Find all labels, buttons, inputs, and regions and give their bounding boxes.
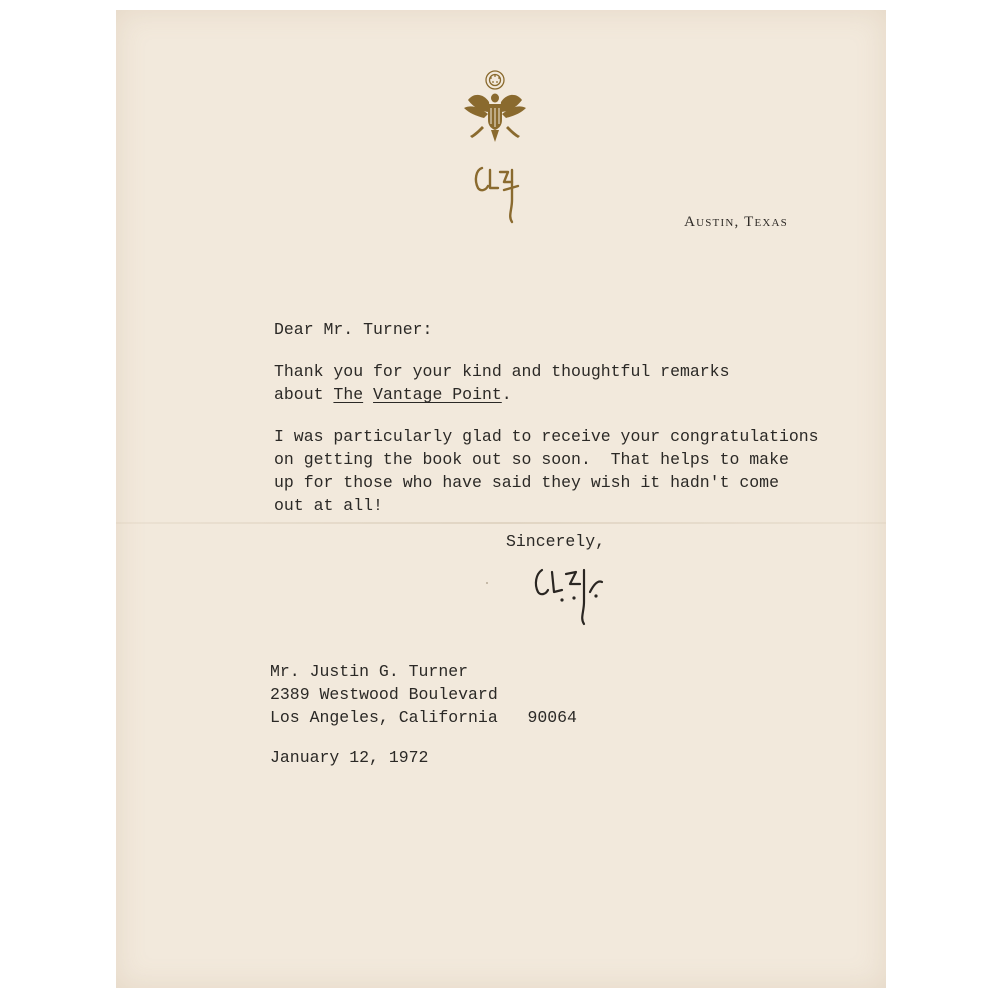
recipient-address [270, 660, 577, 729]
paragraph-2-line: up for those who have said they wish it hadn't come [274, 473, 779, 492]
book-title-word-1: The [333, 385, 364, 404]
paragraph-2 [274, 425, 819, 517]
lbj-monogram-icon [468, 160, 528, 226]
paragraph-1-line-2-prefix: about [274, 385, 334, 404]
fold-line [116, 522, 886, 524]
paragraph-1-line-2-suffix: . [501, 385, 512, 404]
letter-date: January 12, 1972 [270, 748, 429, 767]
letter-sheet [116, 10, 886, 988]
salutation: Dear Mr. Turner: [274, 320, 433, 339]
paragraph-2-line: on getting the book out so soon. That helps to make [274, 450, 789, 469]
recipient-street: 2389 Westwood Boulevard [270, 685, 498, 704]
book-title-space [363, 385, 373, 404]
paragraph-1 [274, 360, 729, 406]
eagle-seal-icon [460, 68, 530, 148]
paragraph-1-line-1: Thank you for your kind and thoughtful remarks [274, 362, 730, 381]
signature-icon [528, 562, 618, 628]
paragraph-2-line: out at all! [274, 496, 383, 515]
letterhead-location: Austin, Texas [684, 214, 788, 230]
book-title-word-2: Vantage Point [373, 385, 502, 404]
recipient-name: Mr. Justin G. Turner [270, 662, 469, 681]
closing: Sincerely, [506, 532, 606, 551]
recipient-city: Los Angeles, California 90064 [270, 708, 577, 727]
paragraph-2-line: I was particularly glad to receive your congratulations [274, 427, 819, 446]
paper-speck [486, 582, 488, 584]
